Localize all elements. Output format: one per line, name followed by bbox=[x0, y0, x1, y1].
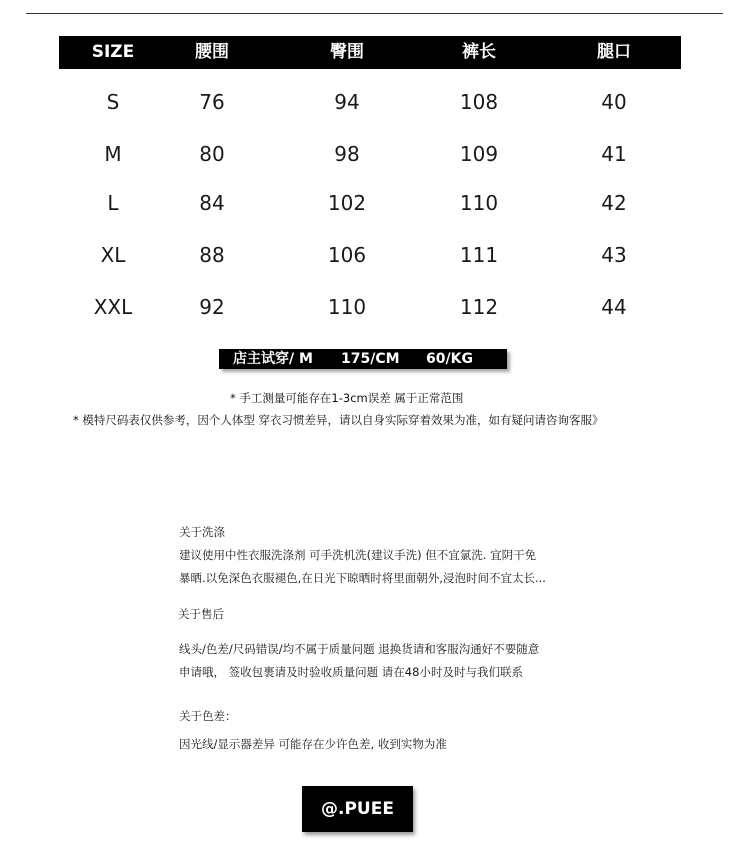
cell-length: 111 bbox=[459, 243, 499, 267]
cell-leg-opening: 44 bbox=[601, 295, 627, 319]
model-fit-bar bbox=[219, 349, 507, 369]
cell-waist: 84 bbox=[199, 191, 225, 215]
cell-length: 112 bbox=[459, 295, 499, 319]
cell-length: 108 bbox=[459, 90, 499, 114]
cell-hip: 106 bbox=[327, 243, 367, 267]
cell-size: XL bbox=[100, 243, 126, 267]
table-row bbox=[59, 292, 681, 322]
header-size: SIZE bbox=[91, 42, 135, 62]
cell-hip: 94 bbox=[334, 90, 360, 114]
cell-leg-opening: 41 bbox=[601, 142, 627, 166]
after-sales-line-1: 线头/色差/尺码错误/均不属于质量问题 退换货请和客服沟通好不要随意 bbox=[179, 642, 540, 656]
after-sales-line-2: 申请哦， 签收包裹请及时验收质量问题 请在48小时及时与我们联系 bbox=[179, 665, 523, 679]
reference-note: * 模特尺码表仅供参考，因个人体型 穿衣习惯差异，请以自身实际穿着效果为准，如有疑问请咨询客服》 bbox=[73, 413, 604, 427]
size-table bbox=[59, 36, 681, 319]
table-row bbox=[59, 87, 681, 117]
cell-waist: 80 bbox=[199, 142, 225, 166]
table-row bbox=[59, 240, 681, 270]
cell-hip: 110 bbox=[327, 295, 367, 319]
after-sales-title: 关于售后 bbox=[178, 607, 224, 621]
size-table-header bbox=[59, 36, 681, 69]
cell-leg-opening: 40 bbox=[601, 90, 627, 114]
model-weight: 60/KG bbox=[426, 351, 473, 367]
color-diff-line-1: 因光线/显示器差异 可能存在少许色差, 收到实物为准 bbox=[179, 737, 447, 751]
cell-size: S bbox=[106, 90, 120, 114]
cell-waist: 92 bbox=[199, 295, 225, 319]
header-leg-opening: 腿口 bbox=[597, 42, 631, 62]
cell-size: M bbox=[104, 142, 122, 166]
cell-length: 110 bbox=[459, 191, 499, 215]
top-divider bbox=[26, 13, 723, 14]
cell-size: XXL bbox=[93, 295, 133, 319]
model-height: 175/CM bbox=[341, 351, 400, 367]
table-row bbox=[59, 139, 681, 169]
color-diff-title: 关于色差： bbox=[179, 709, 237, 723]
washing-line-2: 暴晒.以免深色衣服褪色,在日光下晾晒时将里面朝外,浸泡时间不宜太长... bbox=[179, 571, 546, 585]
cell-waist: 76 bbox=[199, 90, 225, 114]
brand-logo: @.PUEE bbox=[302, 786, 413, 832]
header-waist: 腰围 bbox=[195, 42, 229, 62]
table-row bbox=[59, 188, 681, 218]
model-fit-label: 店主试穿/ M bbox=[233, 351, 313, 367]
cell-waist: 88 bbox=[199, 243, 225, 267]
washing-title: 关于洗涤 bbox=[179, 525, 225, 539]
cell-length: 109 bbox=[459, 142, 499, 166]
cell-leg-opening: 42 bbox=[601, 191, 627, 215]
cell-hip: 102 bbox=[327, 191, 367, 215]
cell-leg-opening: 43 bbox=[601, 243, 627, 267]
cell-size: L bbox=[107, 191, 119, 215]
header-length: 裤长 bbox=[462, 42, 496, 62]
cell-hip: 98 bbox=[334, 142, 360, 166]
washing-line-1: 建议使用中性衣服洗涤剂 可手洗机洗(建议手洗) 但不宜氯洗. 宜阴干免 bbox=[179, 548, 537, 562]
header-hip: 臀围 bbox=[330, 42, 364, 62]
measurement-note: * 手工测量可能存在1-3cm误差 属于正常范围 bbox=[230, 391, 464, 405]
